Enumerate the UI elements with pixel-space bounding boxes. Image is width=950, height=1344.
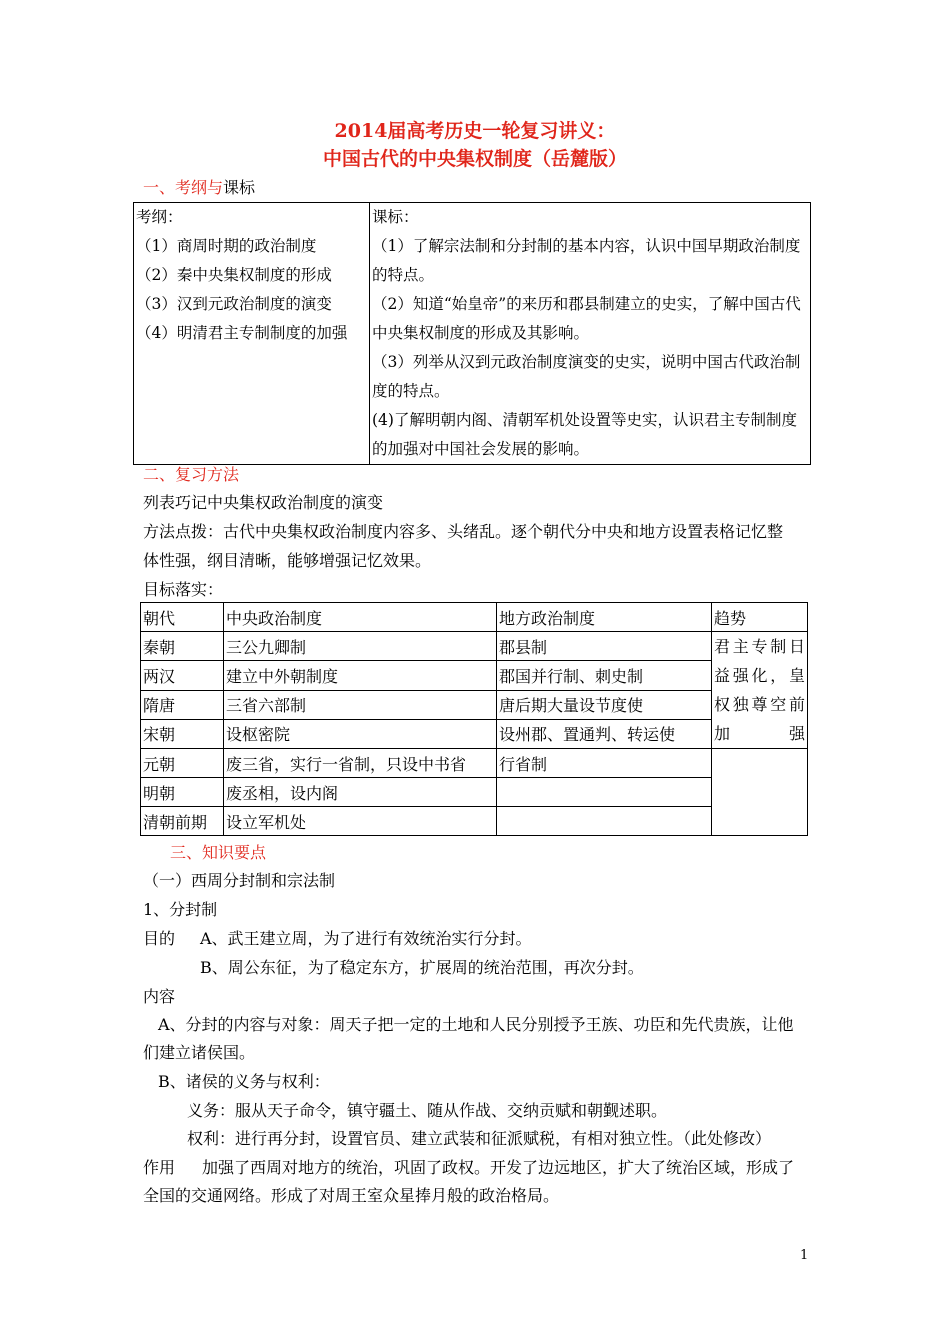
standards-item: （1）了解宗法制和分封制的基本内容，认识中国早期政治制度的特点。 — [372, 237, 801, 284]
effect-line1: 加强了西周对地方的统治，巩固了政权。开发了边远地区，扩大了统治区域，形成了 — [202, 1158, 795, 1177]
duty-line: 义务：服从天子命令，镇守疆土、随从作战、交纳贡赋和朝觐述职。 — [187, 1101, 668, 1120]
table-row — [141, 807, 808, 836]
dynasty-cell: 宋朝 — [141, 719, 224, 748]
standards-item: （3）列举从汉到元政治制度演变的史实，说明中国古代政治制度的特点。 — [372, 353, 801, 400]
central-cell: 三省六部制 — [224, 690, 497, 719]
section1-heading — [143, 177, 255, 199]
table-row — [141, 690, 808, 719]
local-cell: 郡县制 — [497, 632, 712, 661]
doc-title-line1: 2014届高考历史一轮复习讲义： — [334, 120, 616, 142]
local-cell: 设州郡、置通判、转运使 — [497, 719, 712, 748]
syllabus-cell — [134, 203, 370, 465]
header-cell: 地方政治制度 — [497, 603, 712, 632]
purpose-b: B、周公东征，为了稳定东方，扩展周的统治范围，再次分封。 — [200, 958, 644, 977]
method-line1: 方法点拨：古代中央集权政治制度内容多、头绪乱。逐个朝代分中央和地方设置表格记忆整 — [143, 522, 784, 541]
content-label: 内容 — [143, 987, 176, 1006]
doc-title-line2: 中国古代的中央集权制度（岳麓版） — [322, 148, 627, 170]
dynasty-cell: 隋唐 — [141, 690, 224, 719]
standards-item: （2）知道“始皇帝”的来历和郡县制建立的史实，了解中国古代中央集权制度的形成及其影响。 — [372, 295, 801, 342]
syllabus-item: （3）汉到元政治制度的演变 — [136, 295, 332, 313]
syllabus-item: （1）商周时期的政治制度 — [136, 237, 317, 255]
central-cell: 设立军机处 — [224, 807, 497, 836]
dynasty-cell: 秦朝 — [141, 632, 224, 661]
purpose-label: 目的 — [143, 929, 176, 948]
method-line2: 体性强，纲目清晰，能够增强记忆效果。 — [143, 551, 432, 570]
dynasty-cell: 清朝前期 — [141, 807, 224, 836]
local-cell: 唐后期大量设节度使 — [497, 690, 712, 719]
target-label: 目标落实： — [143, 580, 224, 599]
local-cell — [497, 778, 712, 807]
table-header-row — [141, 603, 808, 632]
syllabus-table — [133, 202, 811, 465]
dynasty-table — [140, 602, 808, 836]
local-cell: 郡国并行制、刺史制 — [497, 661, 712, 690]
section1-suffix: 课标 — [223, 178, 256, 197]
rights-line: 权利：进行再分封，设置官员、建立武装和征派赋税，有相对独立性。（此处修改） — [187, 1129, 772, 1148]
central-cell: 建立中外朝制度 — [224, 661, 497, 690]
header-cell: 朝代 — [141, 603, 224, 632]
content-b: B、诸侯的义务与权利： — [158, 1072, 330, 1091]
central-cell: 废三省，实行一省制，只设中书省 — [224, 749, 497, 778]
purpose-a: A、武王建立周，为了进行有效统治实行分封。 — [200, 929, 532, 948]
dynasty-cell: 两汉 — [141, 661, 224, 690]
header-cell: 趋势 — [712, 603, 808, 632]
section3-heading: 三、知识要点 — [170, 843, 267, 862]
section1-prefix: 一、考纲与 — [143, 178, 224, 197]
table-row — [141, 778, 808, 807]
table-row — [141, 661, 808, 690]
local-cell: 行省制 — [497, 749, 712, 778]
trend-cell-empty — [712, 749, 808, 836]
central-cell: 三公九卿制 — [224, 632, 497, 661]
header-cell: 中央政治制度 — [224, 603, 497, 632]
content-a-line1: A、分封的内容与对象：周天子把一定的土地和人民分别授予王族、功臣和先代贵族，让他 — [158, 1015, 794, 1034]
syllabus-item: （4）明清君主专制制度的加强 — [136, 324, 348, 342]
item-heading: 1、分封制 — [143, 900, 218, 919]
section2-heading: 二、复习方法 — [143, 465, 240, 484]
effect-label: 作用 — [143, 1158, 176, 1177]
central-cell: 废丞相，设内阁 — [224, 778, 497, 807]
standards-item: (4)了解明朝内阁、清朝军机处设置等史实，认识君主专制制度的加强对中国社会发展的影响。 — [372, 411, 797, 458]
local-cell — [497, 807, 712, 836]
dynasty-cell: 元朝 — [141, 749, 224, 778]
standards-cell — [370, 203, 811, 465]
table-row — [141, 632, 808, 661]
content-a-line2: 们建立诸侯国。 — [143, 1043, 256, 1062]
trend-cell: 君主专制日益强化，皇权独尊空前加强 — [712, 632, 808, 749]
page-number: 1 — [800, 1248, 809, 1263]
standards-header: 课标： — [372, 208, 419, 226]
syllabus-item: （2）秦中央集权制度的形成 — [136, 266, 332, 284]
dynasty-cell: 明朝 — [141, 778, 224, 807]
central-cell: 设枢密院 — [224, 719, 497, 748]
effect-line2: 全国的交通网络。形成了对周王室众星捧月般的政治格局。 — [143, 1186, 560, 1205]
table-row — [141, 719, 808, 748]
syllabus-header: 考纲： — [136, 208, 183, 226]
table-row — [141, 749, 808, 778]
subsection-heading: （一）西周分封制和宗法制 — [143, 871, 336, 890]
section2-line1: 列表巧记中央集权政治制度的演变 — [143, 493, 384, 512]
